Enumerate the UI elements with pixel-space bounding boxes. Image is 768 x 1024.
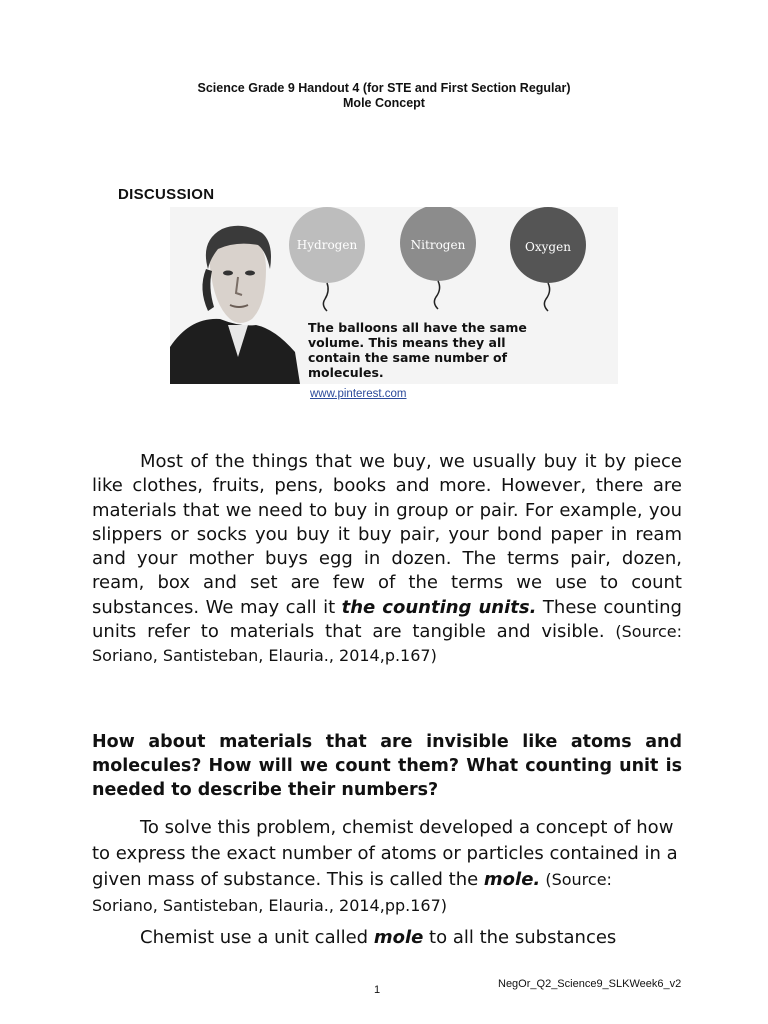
paragraph2-source: (Source: Soriano, Santisteban, Elauria., 2014,pp.167) [92,870,612,915]
paragraph-counting-units [92,450,682,669]
nitrogen-balloon [400,207,476,309]
balloon-label-hydrogen: Hydrogen [296,238,358,252]
paragraph1-text-a: Most of the things that we buy, we usually buy it by piece like clothes, fruits, pens, books and more. However, there are materials that we need to buy in group or pair. For example, you slippers or socks you buy it buy pair, your bond paper in ream and your mother buys egg in dozen. The terms pair, dozen, ream, box and set are few of the terms we use to count substances. We may call it [92,451,682,618]
figure-caption [308,320,527,380]
paragraph2-emphasis: mole. [483,869,541,890]
paragraph2-text-a: To solve this problem, chemist developed a concept of how to express the exact number of atoms or particles contained in a given mass of substance. This is called the [92,817,678,890]
paragraph-mole-definition [92,815,682,919]
footer-code: NegOr_Q2_Science9_SLKWeek6_v2 [498,978,682,990]
paragraph1-emphasis: the counting units. [341,596,537,618]
handout-title: Science Grade 9 Handout 4 (for STE and First Section Regular) [197,81,571,95]
question-paragraph: How about materials that are invisible like atoms and molecules? How will we count them? What counting unit is needed to describe their numbers? [92,732,682,800]
figure-caption-line2: volume. This means they all [308,335,506,350]
section-heading: DISCUSSION [118,186,215,203]
paragraph1-source: (Source: Soriano, Santisteban, Elauria., 2014,p.167) [92,622,682,666]
figure-caption-line4: molecules. [308,365,384,380]
balloon-label-oxygen: Oxygen [525,240,571,254]
figure-illustration [170,207,618,384]
handout-subtitle: Mole Concept [343,96,425,110]
paragraph1-text-b: These counting units refer to materials that are tangible and visible. [92,596,682,643]
paragraph3-text-a: Chemist use a unit called [140,927,374,948]
paragraph3-text-b: to all the substances [423,927,617,948]
page-number: 1 [374,984,381,996]
hydrogen-balloon [289,207,365,311]
balloon-label-nitrogen: Nitrogen [410,238,466,252]
paragraph3-emphasis: mole [373,927,424,948]
image-credit-link[interactable]: www.pinterest.com [310,388,407,400]
avogadro-portrait [170,207,300,384]
figure-caption-line3: contain the same number of [308,350,508,365]
figure-caption-line1: The balloons all have the same [308,320,527,335]
avogadro-balloons-figure [170,207,618,384]
oxygen-balloon [510,207,586,311]
paragraph-mole-unit [140,927,616,948]
